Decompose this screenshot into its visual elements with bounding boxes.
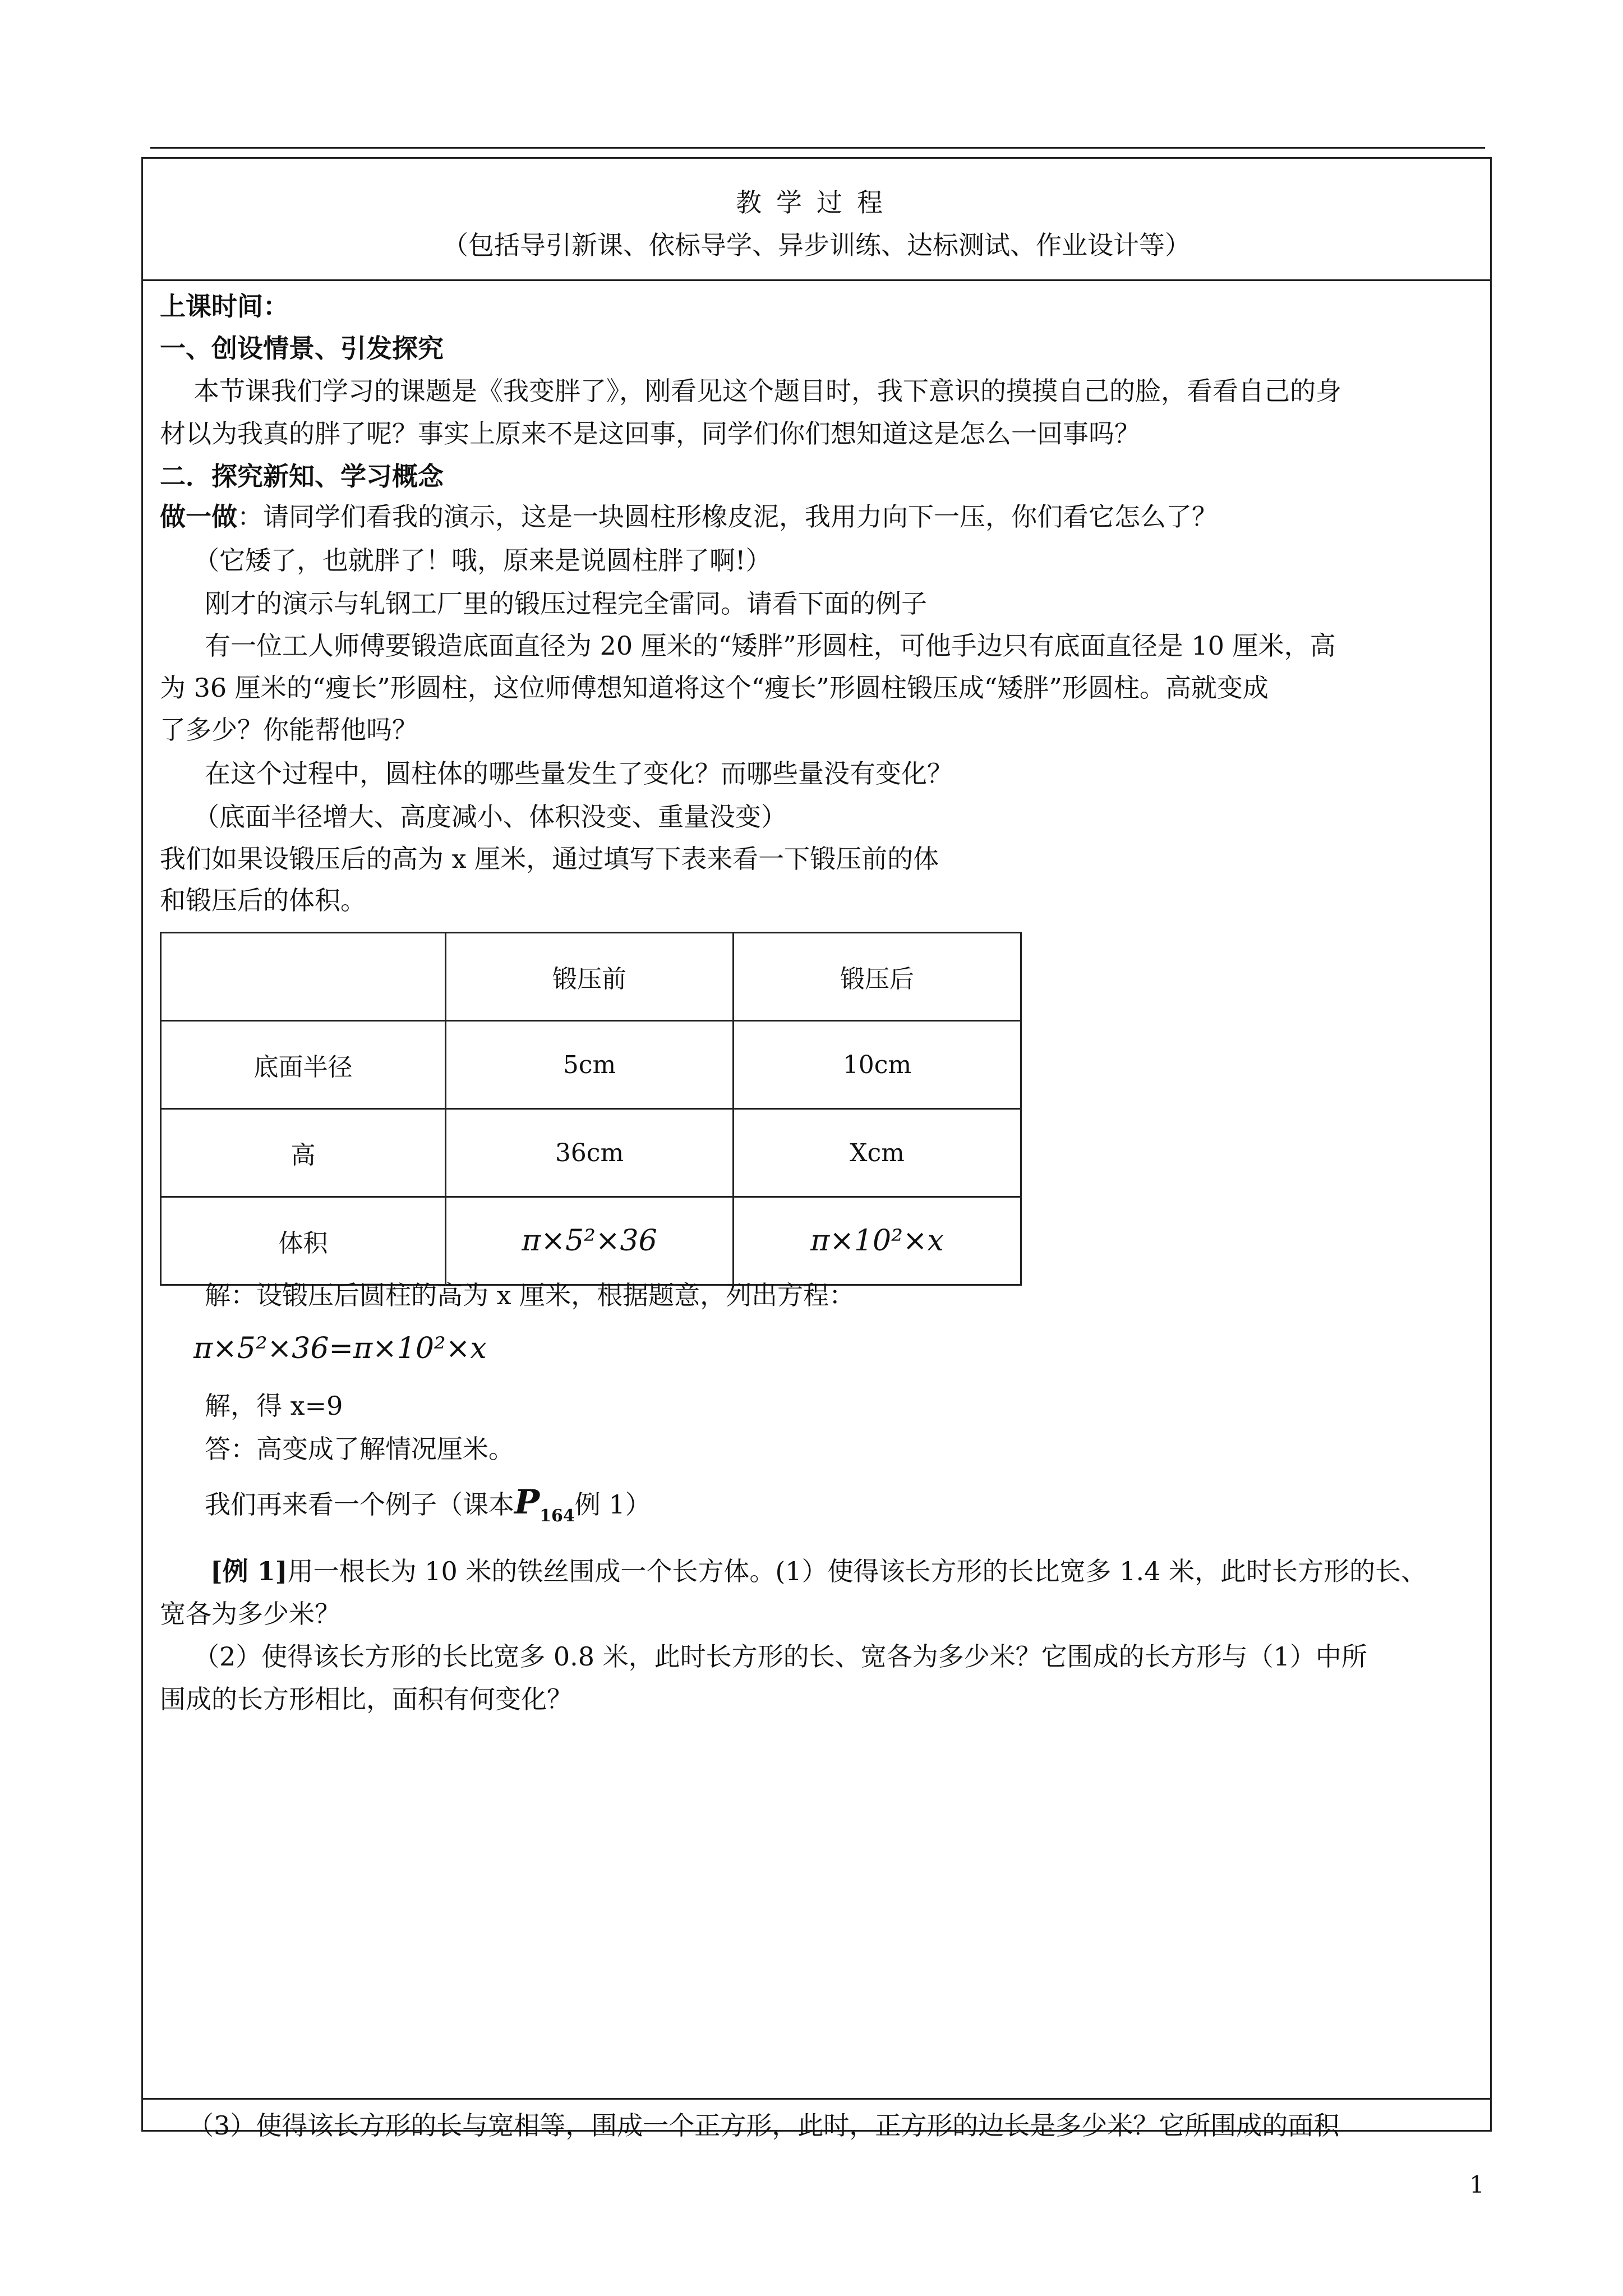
table-row xyxy=(161,1109,1021,1197)
class-time: 上课时间： xyxy=(160,291,289,321)
comparison-table xyxy=(160,932,1022,1286)
section2-heading: 二．探究新知、学习概念 xyxy=(160,461,444,491)
example1-text: 用一根长为 10 米的铁丝围成一个长方体。(1）使得该长方形的长比宽多 1.4 米，此时长方形的长、 xyxy=(287,1556,1427,1586)
table-row-label: 底面半径 xyxy=(161,1021,446,1109)
table-header-row xyxy=(161,933,1021,1021)
section1-heading: 一、创设情景、引发探究 xyxy=(160,333,444,364)
another-example-line xyxy=(205,1483,651,1526)
change-question: 在这个过程中，圆柱体的哪些量发生了变化？而哪些量没有变化？ xyxy=(205,758,953,789)
try-it-line xyxy=(160,501,1218,532)
table-row-label: 高 xyxy=(161,1109,446,1197)
example1-line5: （3）使得该长方形的长与宽相等，围成一个正方形，此时，正方形的边长是多少米？它所围成的面积 xyxy=(188,2110,1340,2141)
table-intro-line1: 我们如果设锻压后的高为 x 厘米，通过填写下表来看一下锻压前的体 xyxy=(160,844,939,874)
example1-line2: 宽各为多少米？ xyxy=(160,1599,340,1629)
section1-paragraph-line2: 材以为我真的胖了呢？事实上原来不是这回事，同学们你们想知道这是怎么一回事吗？ xyxy=(160,418,1140,449)
example1-line3: （2）使得该长方形的长比宽多 0.8 米，此时长方形的长、宽各为多少米？它围成的长方形与（1）中所 xyxy=(193,1641,1367,1672)
table-row xyxy=(161,1197,1021,1285)
lesson-frame xyxy=(141,157,1492,2141)
example-line2: 为 36 厘米的“瘦长”形圆柱，这位师傅想知道将这个“瘦长”形圆柱锻压成“矮胖”形圆柱。高就变成 xyxy=(160,673,1269,703)
header-title: 教学过程 xyxy=(736,187,897,218)
another-example-pre: 我们再来看一个例子（课本 xyxy=(205,1489,514,1520)
demo-line: 刚才的演示与轧钢工厂里的锻压过程完全雷同。请看下面的例子 xyxy=(205,588,927,619)
volume-after-formula: π×10²×x xyxy=(734,1197,1021,1285)
table-header-cell: 锻压后 xyxy=(734,933,1021,1021)
header-box xyxy=(143,159,1490,281)
example-line3: 了多少？你能帮他吗？ xyxy=(160,715,418,745)
table-cell: 5cm xyxy=(446,1021,734,1109)
equation: π×5²×36=π×10²×x xyxy=(193,1332,487,1365)
section1-paragraph-line1: 本节课我们学习的课题是《我变胖了》，刚看见这个题目时，我下意识的摸摸自己的脸，看看自己的身 xyxy=(193,376,1341,406)
solution-line: 解：设锻压后圆柱的高为 x 厘米，根据题意，列出方程： xyxy=(205,1280,855,1310)
page-number: 1 xyxy=(1469,2171,1484,2198)
table-cell: 36cm xyxy=(446,1109,734,1197)
table-header-cell: 锻压前 xyxy=(446,933,734,1021)
table-row xyxy=(161,1021,1021,1109)
change-answer: （底面半径增大、高度减小、体积没变、重量没变） xyxy=(193,802,787,832)
volume-before-formula: π×5²×36 xyxy=(446,1197,734,1285)
table-cell: Xcm xyxy=(734,1109,1021,1197)
lesson-body xyxy=(143,279,1490,2100)
header-subtitle: （包括导引新课、依标导学、异步训练、达标测试、作业设计等） xyxy=(442,230,1191,260)
textbook-page-symbol: P xyxy=(514,1483,540,1522)
example-line1: 有一位工人师傅要锻造底面直径为 20 厘米的“矮胖”形圆柱，可他手边只有底面直径是 10 厘米，高 xyxy=(205,631,1336,661)
another-example-post: 例 1） xyxy=(574,1489,651,1520)
solve-line: 解，得 x=9 xyxy=(205,1391,343,1421)
example1-label: [例 1] xyxy=(210,1556,288,1586)
example1-line4: 围成的长方形相比，面积有何变化？ xyxy=(160,1684,573,1714)
textbook-page-number: 164 xyxy=(540,1506,575,1526)
table-cell: 10cm xyxy=(734,1021,1021,1109)
top-rule xyxy=(150,147,1485,149)
table-row-label: 体积 xyxy=(161,1197,446,1285)
table-header-cell xyxy=(161,933,446,1021)
answer-line: （它矮了，也就胖了！哦，原来是说圆柱胖了啊!） xyxy=(193,545,772,576)
example1-line1 xyxy=(210,1558,1427,1584)
try-it-label: 做一做 xyxy=(160,501,237,532)
table-intro-line2: 和锻压后的体积。 xyxy=(160,885,366,915)
try-it-text: ：请同学们看我的演示，这是一块圆柱形橡皮泥，我用力向下一压，你们看它怎么了？ xyxy=(237,501,1218,532)
answer-line-final: 答：高变成了解情况厘米。 xyxy=(205,1434,514,1464)
